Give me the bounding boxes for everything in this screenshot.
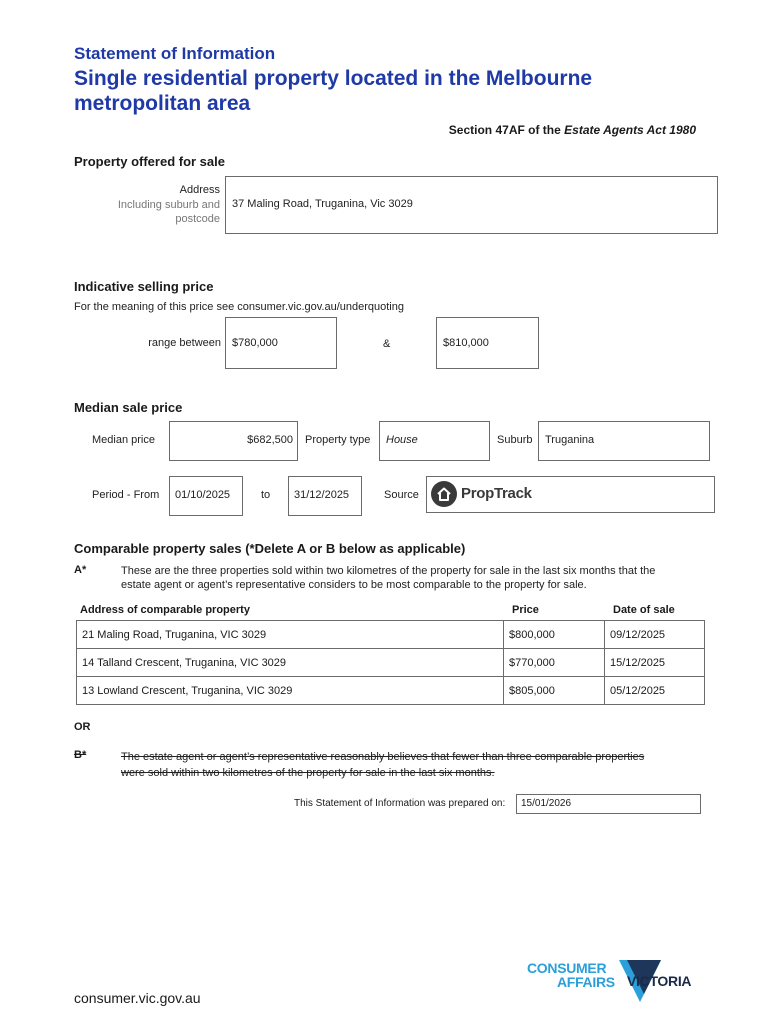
col-header-date: Date of sale — [613, 604, 675, 616]
row-date[interactable]: 15/12/2025 — [605, 649, 705, 677]
period-from-value: 01/10/2025 — [175, 489, 231, 501]
period-to-field[interactable] — [288, 476, 362, 516]
range-label: range between — [148, 337, 221, 349]
legislation-act: Estate Agents Act 1980 — [564, 123, 696, 137]
median-price-value: $682,500 — [247, 434, 293, 446]
address-label-main: Address — [179, 184, 220, 196]
suburb-value: Truganina — [545, 434, 595, 446]
source-label: Source — [384, 489, 419, 501]
price-low-field[interactable] — [225, 317, 337, 369]
logo-victoria-text: VICTORIA — [627, 973, 692, 989]
option-a-marker: A* — [74, 564, 87, 576]
or-separator: OR — [74, 721, 91, 733]
period-from-field[interactable] — [169, 476, 243, 516]
prepared-date-field[interactable] — [516, 794, 701, 814]
row-price[interactable]: $805,000 — [504, 677, 605, 705]
table-row — [77, 677, 705, 705]
row-date[interactable]: 09/12/2025 — [605, 621, 705, 649]
source-value: PropTrack — [461, 485, 532, 502]
row-price[interactable]: $770,000 — [504, 649, 605, 677]
footer-url[interactable]: consumer.vic.gov.au — [74, 990, 201, 1006]
table-row — [77, 649, 705, 677]
price-low-value: $780,000 — [232, 337, 278, 349]
option-b-marker: B* — [74, 749, 87, 761]
comparable-table — [76, 620, 705, 705]
suburb-label: Suburb — [497, 434, 533, 446]
option-b-text-line2: were sold within two kilometres of the property for sale in the last six months. — [121, 767, 495, 779]
option-b-text — [121, 749, 644, 781]
table-row — [77, 621, 705, 649]
doc-title-line2: metropolitan area — [74, 92, 251, 115]
house-in-circle-icon — [431, 481, 457, 507]
option-b-text-line1: The estate agent or agent’s representative reasonably believes that fewer than three comparable properties — [121, 751, 645, 763]
comparable-heading: Comparable property sales (*Delete A or B below as applicable) — [74, 541, 466, 556]
row-address[interactable]: 21 Maling Road, Truganina, VIC 3029 — [77, 621, 504, 649]
source-field[interactable] — [426, 476, 715, 513]
range-ampersand: & — [383, 338, 391, 350]
property-heading: Property offered for sale — [74, 154, 225, 169]
consumer-affairs-victoria-logo — [527, 958, 702, 1006]
row-address[interactable]: 14 Talland Crescent, Truganina, VIC 3029 — [77, 649, 504, 677]
logo-consumer-text: CONSUMER — [527, 960, 607, 976]
option-a-text-line1: These are the three properties sold within two kilometres of the property for sale in the last six months that the — [121, 565, 656, 577]
address-field[interactable] — [225, 176, 718, 234]
address-label — [74, 183, 220, 227]
address-label-sub1: Including suburb and — [117, 198, 220, 211]
period-to-label: to — [261, 489, 271, 501]
logo-affairs-text: AFFAIRS — [557, 974, 615, 990]
median-price-label: Median price — [92, 434, 155, 446]
median-price-field[interactable] — [169, 421, 298, 461]
legislation-prefix: Section 47AF of the — [448, 123, 565, 137]
address-value: 37 Maling Road, Truganina, Vic 3029 — [232, 198, 413, 210]
address-label-sub2: postcode — [175, 213, 220, 225]
indicative-heading: Indicative selling price — [74, 279, 214, 294]
property-type-field[interactable] — [379, 421, 490, 461]
suburb-field[interactable] — [538, 421, 710, 461]
col-header-address: Address of comparable property — [80, 604, 250, 616]
median-heading: Median sale price — [74, 400, 183, 415]
row-date[interactable]: 05/12/2025 — [605, 677, 705, 705]
period-to-value: 31/12/2025 — [294, 489, 350, 501]
legislation-reference — [449, 123, 696, 137]
prepared-date-value: 15/01/2026 — [521, 798, 572, 809]
indicative-note: For the meaning of this price see consumer.vic.gov.au/underquoting — [74, 301, 404, 313]
col-header-price: Price — [512, 604, 539, 616]
doc-title-line1: Single residential property located in the Melbourne — [74, 67, 593, 90]
price-high-value: $810,000 — [443, 337, 489, 349]
option-a-text-line2: estate agent or agent’s representative considers to be most comparable to the property for sale. — [121, 579, 587, 591]
option-a-text — [121, 564, 655, 592]
price-high-field[interactable] — [436, 317, 539, 369]
row-price[interactable]: $800,000 — [504, 621, 605, 649]
property-type-value: House — [386, 434, 418, 446]
doc-subtitle: Statement of Information — [74, 44, 276, 63]
period-from-label: Period - From — [92, 489, 160, 501]
prepared-label: This Statement of Information was prepared on: — [294, 798, 506, 809]
property-type-label: Property type — [305, 434, 371, 446]
row-address[interactable]: 13 Lowland Crescent, Truganina, VIC 3029 — [77, 677, 504, 705]
